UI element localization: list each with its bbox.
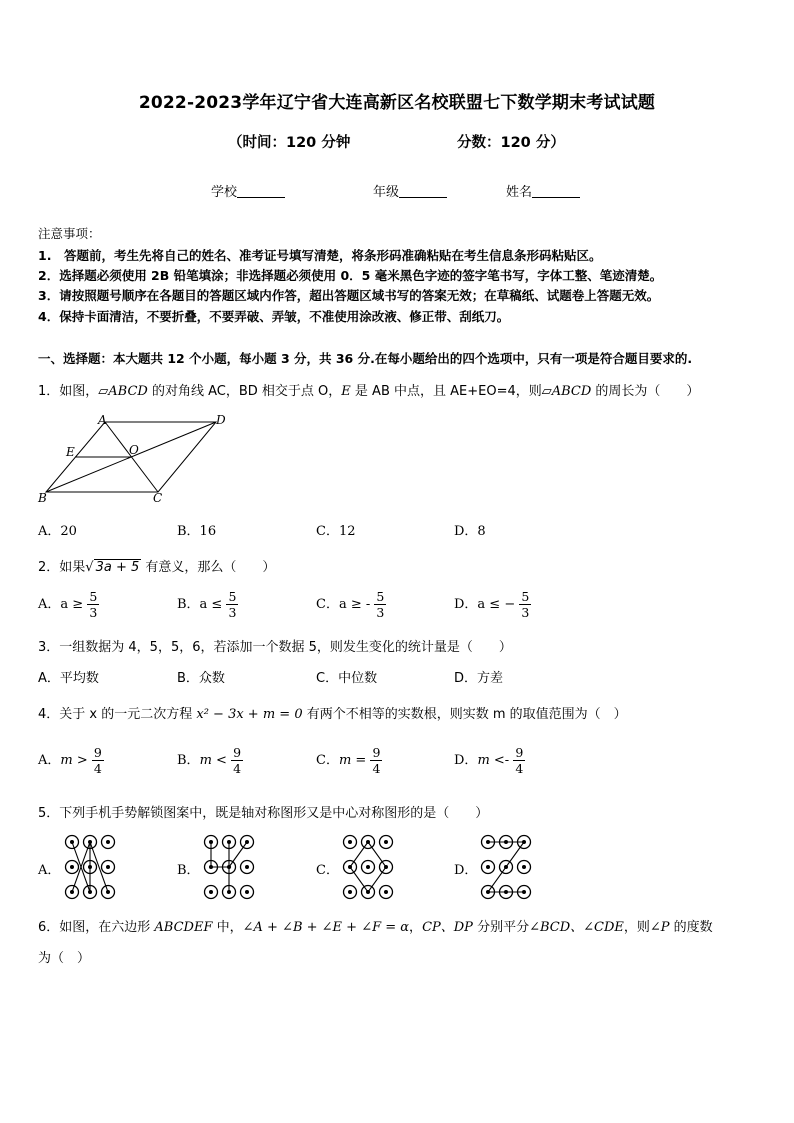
q4-option-a-num: 9 (93, 745, 102, 760)
question-2-stem: 2．如果√ 3a + 5 有意义，那么（ ） (38, 560, 276, 575)
q1-label-o: O (129, 443, 139, 457)
q4-option-d[interactable] (454, 745, 525, 776)
q2-option-b[interactable] (177, 589, 238, 620)
q4-equation: x² − 3x + m = 0 (196, 707, 303, 722)
q4-option-b-label: B． (177, 753, 200, 768)
q5-pattern-d (478, 832, 534, 898)
q6-stem-b: 中， (212, 920, 243, 935)
q2-option-d-label: D．a ≤ − (454, 597, 516, 612)
q4-option-d-expr: m <- (477, 753, 510, 768)
unlock-node-dot (486, 865, 490, 869)
q6-stem-a: 6．如图，在六边形 (38, 920, 155, 935)
q3-option-b[interactable]: B．众数 (177, 671, 225, 686)
q2-option-a-fraction (87, 589, 99, 620)
question-1-stem (38, 380, 699, 399)
q1-option-a[interactable]: A．20 (38, 524, 77, 539)
note-item-2: 2．选择题必须使用 2B 铅笔填涂；非选择题必须使用 0．5 毫米黑色字迹的签字笔书写，字体工整、笔迹清楚。 (38, 268, 663, 283)
q1-label-b: B (38, 491, 47, 505)
q2-option-d-num: 5 (521, 589, 530, 604)
q4-option-d-num: 9 (515, 745, 524, 760)
unlock-node-dot (209, 890, 213, 894)
q1-label-e: E (66, 445, 75, 459)
page-title: 2022-2023学年辽宁省大连高新区名校联盟七下数学期末考试试题 (138, 93, 656, 113)
q2-option-a-label: A．a ≥ (38, 597, 84, 612)
q2-stem-a: 2．如果 (38, 560, 86, 575)
unlock-node-dot (384, 890, 388, 894)
unlock-node-dot (366, 865, 370, 869)
unlock-node-dot (106, 865, 110, 869)
q1-option-d[interactable]: D．8 (454, 524, 486, 539)
q4-option-b-den: 4 (233, 761, 242, 776)
school-label: 学校 (211, 185, 238, 200)
notes-heading: 注意事项： (38, 226, 101, 241)
q6-stem-c: ， (409, 920, 423, 935)
unlock-node-dot (245, 865, 249, 869)
unlock-node-dot (522, 865, 526, 869)
question-4-stem (38, 703, 627, 722)
q1-figure (36, 414, 236, 510)
q2-option-a[interactable] (38, 589, 99, 620)
q2-option-d-fraction (519, 589, 531, 620)
q2-option-d[interactable] (454, 589, 531, 620)
q2-option-a-num: 5 (89, 589, 98, 604)
q3-option-a[interactable]: A．平均数 (38, 671, 99, 686)
q5-option-b-label[interactable]: B． (177, 863, 200, 878)
q1-stem-a: 1．如图， (38, 384, 99, 399)
q4-option-c-expr: m = (338, 753, 367, 768)
q4-option-a-fraction (92, 745, 104, 776)
q4-option-d-label: D． (454, 753, 478, 768)
q1-parallelogram-2: ▱ABCD (541, 384, 592, 399)
q4-stem-b: 有两个不相等的实数根，则实数 m 的取值范围为（ ） (302, 707, 627, 722)
q1-parallelogram-1: ▱ABCD (98, 384, 148, 399)
q4-option-a-den: 4 (93, 761, 102, 776)
q5-pattern-a (62, 832, 118, 898)
q2-option-b-den: 3 (228, 605, 237, 620)
q2-option-c[interactable] (316, 589, 386, 620)
q4-option-c-den: 4 (372, 761, 381, 776)
q2-stem-b: 有意义，那么（ ） (141, 560, 276, 575)
q6-angles: ∠BCD、∠CDE (529, 920, 624, 935)
q5-option-d-label[interactable]: D． (454, 863, 478, 878)
q4-option-a-expr: m > (60, 753, 88, 768)
q4-option-c-num: 9 (372, 745, 381, 760)
name-field[interactable] (506, 181, 580, 200)
q5-pattern-b (201, 832, 257, 898)
q2-option-c-label: C．a ≥ - (316, 597, 371, 612)
q1-point-e: E (341, 384, 351, 399)
question-5-stem: 5．下列手机手势解锁图案中，既是轴对称图形又是中心对称图形的是（ ） (38, 806, 489, 821)
q6-hexagon: ABCDEF (154, 920, 213, 935)
name-blank[interactable] (532, 185, 580, 198)
name-label: 姓名 (506, 185, 533, 200)
unlock-node-dot (70, 865, 74, 869)
q5-pattern-c (340, 832, 396, 898)
q4-stem-a: 4．关于 x 的一元二次方程 (38, 707, 197, 722)
note-item-3: 3．请按照题号顺序在各题目的答题区域内作答，超出答题区域书写的答案无效；在草稿纸、试题卷上答题无效。 (38, 288, 660, 303)
q6-stem-d: 分别平分 (472, 920, 530, 935)
q4-option-a-label: A． (38, 753, 61, 768)
grade-field[interactable] (373, 181, 447, 200)
q2-option-b-fraction (226, 589, 238, 620)
q6-condition: ∠A + ∠B + ∠E + ∠F = α (242, 920, 410, 935)
school-field[interactable] (211, 181, 285, 200)
q6-stem-e: ，则 (623, 920, 650, 935)
unlock-node-dot (384, 840, 388, 844)
school-blank[interactable] (237, 185, 285, 198)
q4-option-b-fraction (231, 745, 243, 776)
q4-option-b-expr: m < (199, 753, 227, 768)
grade-label: 年级 (373, 185, 400, 200)
q2-option-c-num: 5 (376, 589, 385, 604)
question-3-stem: 3．一组数据为 4，5，5，6，若添加一个数据 5，则发生变化的统计量是（ ） (38, 640, 512, 655)
q3-option-d[interactable]: D．方差 (454, 671, 504, 686)
q4-option-a[interactable] (38, 745, 104, 776)
q6-bisectors: CP、DP (422, 920, 473, 935)
unlock-node-dot (348, 890, 352, 894)
q1-stem-b: 的对角线 AC，BD 相交于点 O， (147, 384, 342, 399)
q6-stem-f: 的度数 (669, 920, 713, 935)
q4-option-b-num: 9 (233, 745, 242, 760)
note-item-1: 1. 答题前，考生先将自己的姓名、准考证号填写清楚，将条形码准确粘贴在考生信息条形码粘贴区。 (38, 248, 602, 263)
q2-option-b-label: B．a ≤ (177, 597, 223, 612)
q4-option-c-fraction (370, 745, 382, 776)
exam-time: （时间：120 分钟 (228, 135, 351, 151)
unlock-node-dot (245, 890, 249, 894)
exam-score: 分数：120 分） (457, 135, 565, 151)
q2-option-d-den: 3 (521, 605, 530, 620)
q1-label-d: D (216, 413, 226, 427)
section-heading: 一、选择题：本大题共 12 个小题，每小题 3 分，共 36 分.在每小题给出的四个选项中，只有一项是符合题目要求的. (38, 351, 693, 366)
q6-target: ∠P (649, 920, 670, 935)
q1-label-c: C (153, 491, 163, 505)
q2-option-c-fraction (374, 589, 386, 620)
grade-blank[interactable] (399, 185, 447, 198)
unlock-node-dot (106, 840, 110, 844)
q1-option-c[interactable]: C．12 (316, 524, 356, 539)
q4-option-c-label: C． (316, 753, 339, 768)
q4-option-d-fraction (513, 745, 525, 776)
question-6-line2: 为（ ） (38, 951, 91, 966)
q1-stem-c: 是 AB 中点，且 AE+EO=4，则 (350, 384, 542, 399)
unlock-node-dot (348, 840, 352, 844)
q4-option-b[interactable] (177, 745, 243, 776)
q2-option-c-den: 3 (376, 605, 385, 620)
q4-option-d-den: 4 (515, 761, 524, 776)
q3-option-c[interactable]: C．中位数 (316, 671, 378, 686)
q5-option-c-label[interactable]: C． (316, 863, 339, 878)
q5-option-a-label[interactable]: A． (38, 863, 61, 878)
q2-option-a-den: 3 (89, 605, 98, 620)
q2-option-b-num: 5 (228, 589, 237, 604)
q1-stem-d: 的周长为（ ） (591, 384, 700, 399)
note-item-4: 4．保持卡面清洁，不要折叠，不要弄破、弄皱，不准使用涂改液、修正带、刮纸刀。 (38, 309, 510, 324)
q4-option-c[interactable] (316, 745, 382, 776)
q1-label-a: A (98, 413, 107, 427)
q2-radicand: 3a + 5 (95, 560, 140, 575)
q1-option-b[interactable]: B．16 (177, 524, 217, 539)
question-6-stem (38, 916, 713, 935)
